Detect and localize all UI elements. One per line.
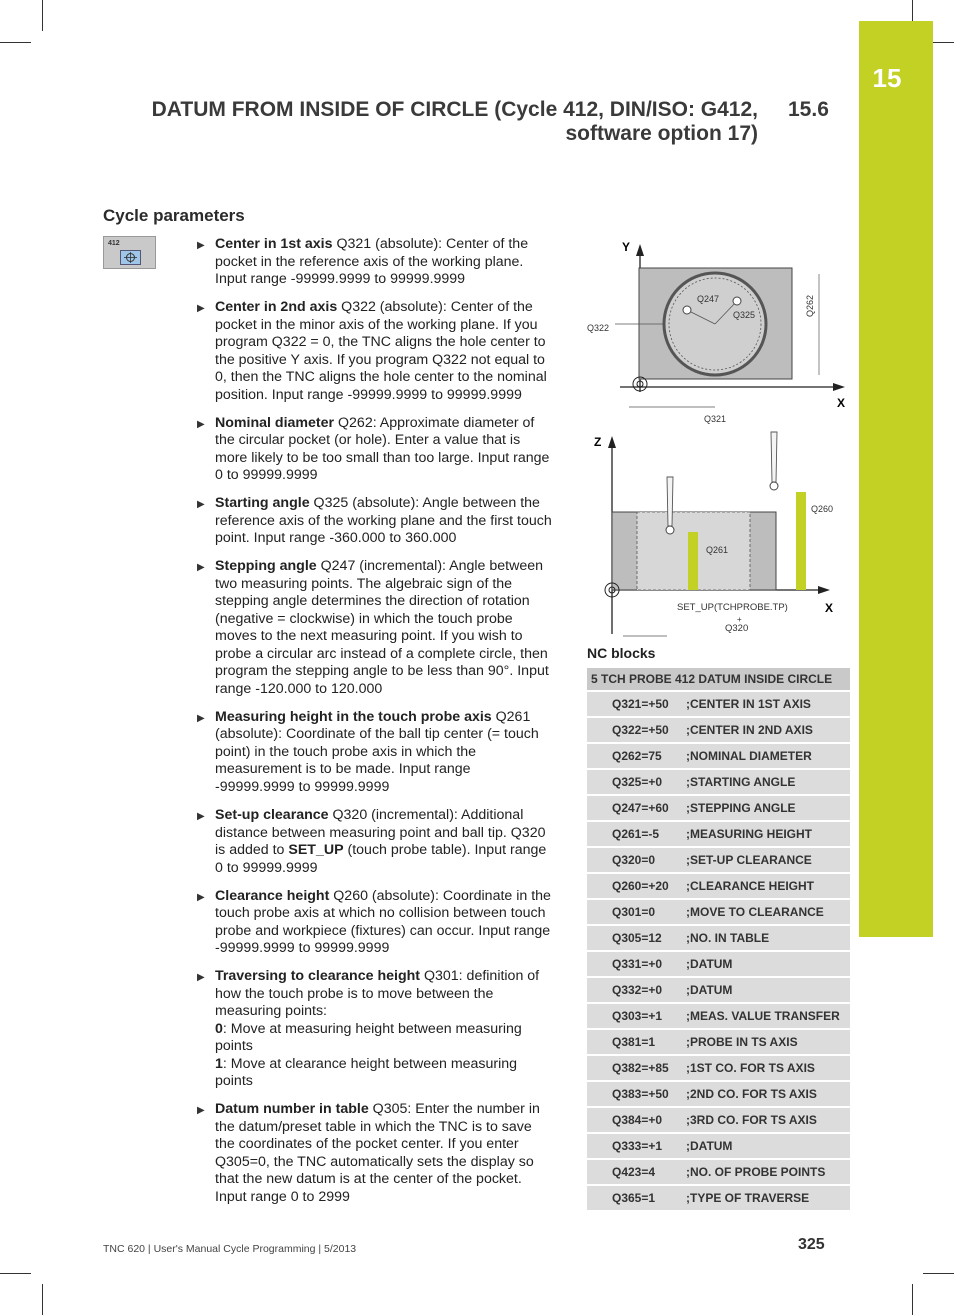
label-q320: Q320 (725, 623, 749, 634)
nc-comment: ;NOMINAL DIAMETER (682, 743, 850, 769)
param-text: Q320 (incremental): Additional distance between measuring point and ball tip. Q320 is added to (215, 807, 546, 859)
axis-x-label: X (837, 396, 846, 410)
probe-ball (666, 526, 674, 534)
param-item (197, 415, 553, 485)
param-name: Clearance height (215, 887, 330, 904)
option-key: 1 (215, 1055, 223, 1072)
table-row (587, 1185, 850, 1211)
table-row (587, 1029, 850, 1055)
param-text: Q261 (absolute): Coordinate of the ball tip center (= touch point) in the touch probe axis in which the measurement is to be made. Input range -99999.9999 to 99999.9999 (215, 708, 539, 795)
label-q262: Q262 (805, 294, 815, 317)
param-name: Measuring height in the touch probe axis (215, 708, 492, 725)
crosshair-circle-icon (120, 250, 141, 265)
nc-code: Q381=1 (587, 1029, 682, 1055)
header-title-line2: software option 17) (565, 122, 758, 145)
nc-code: Q303=+1 (587, 1003, 682, 1029)
nc-code: Q301=0 (587, 899, 682, 925)
table-row (587, 847, 850, 873)
nc-comment: ;NO. OF PROBE POINTS (682, 1159, 850, 1185)
option-text: : Move at clearance height between measuring points (215, 1055, 518, 1090)
header-section-number: 15.6 (788, 98, 829, 121)
param-name: Center in 1st axis (215, 236, 333, 252)
table-row (587, 1159, 850, 1185)
nc-comment: ;STARTING ANGLE (682, 769, 850, 795)
nc-code: Q384=+0 (587, 1107, 682, 1133)
nc-code: Q332=+0 (587, 977, 682, 1003)
touch-probe-icon (667, 477, 673, 526)
param-text: Q325 (absolute): Angle between the reference axis of the working plane and the first touch point. Input range -360.000 to 360.000 (215, 495, 552, 547)
nc-comment: ;MEASURING HEIGHT (682, 821, 850, 847)
x-axis-arrow-icon (833, 383, 845, 391)
nc-code: Q322=+50 (587, 717, 682, 743)
nc-code: Q325=+0 (587, 769, 682, 795)
nc-comment: ;TYPE OF TRAVERSE (682, 1185, 850, 1211)
param-item (197, 1101, 553, 1206)
param-text: Q305: Enter the number in the datum/preset table in which the TNC is to save the coordinates of the pocket center. If you enter Q305=0, the TNC automatically sets the display so that the new datum is at the center of the pocket. Input range 0 to 2999 (215, 1101, 540, 1205)
table-row (587, 691, 850, 717)
table-row (587, 743, 850, 769)
param-item (197, 968, 553, 1091)
axis-z-label: Z (594, 435, 602, 449)
nc-comment: ;2ND CO. FOR TS AXIS (682, 1081, 850, 1107)
nc-comment: ;NO. IN TABLE (682, 925, 850, 951)
nc-code: Q331=+0 (587, 951, 682, 977)
option-text: : Move at measuring height between measuring points (215, 1020, 522, 1055)
param-name: Datum number in table (215, 1101, 369, 1118)
param-name: Stepping angle (215, 558, 317, 575)
label-setup: SET_UP(TCHPROBE.TP) (677, 602, 788, 613)
nc-code: Q321=+50 (587, 691, 682, 717)
param-name: Traversing to clearance height (215, 968, 421, 985)
parameter-list (197, 236, 553, 1217)
q260-bar (796, 492, 806, 590)
crop-mark (923, 1273, 954, 1274)
nc-comment: ;STEPPING ANGLE (682, 795, 850, 821)
param-item (197, 558, 553, 698)
label-plus: + (737, 615, 742, 624)
footer-text: TNC 620 | User's Manual Cycle Programming | 5/2013 (103, 1243, 357, 1255)
param-item (197, 495, 553, 548)
table-row (587, 1133, 850, 1159)
z-axis-arrow-icon (608, 436, 616, 448)
param-text: Q247 (incremental): Angle between two measuring points. The algebraic sign of the stepping angle determines the direction of rotation (negative = clockwise) in which the touch probe moves to the next measuring point. If you wish to probe a circular arc instead of a complete circle, then program the stepping angle to be less than 90°. Input range -120.000 to 120.000 (215, 558, 549, 697)
param-text: Q321 (absolute): Center of the pocket in the reference axis of the working plane. Input range -99999.9999 to 99999.9999 (215, 236, 529, 287)
label-q260: Q260 (811, 504, 834, 514)
axis-x-label: X (825, 601, 834, 615)
param-text: Q260 (absolute): Coordinate in the touch probe axis at which no collision between touch probe and workpiece (fixtures) can occur. Input range -99999.9999 to 99999.9999 (215, 887, 551, 957)
param-name: Nominal diameter (215, 414, 335, 431)
nc-comment: ;MOVE TO CLEARANCE (682, 899, 850, 925)
label-q321: Q321 (704, 414, 727, 424)
nc-comment: ;DATUM (682, 977, 850, 1003)
probe-point (733, 297, 741, 305)
table-row (587, 1003, 850, 1029)
table-row (587, 873, 850, 899)
param-name: Set-up clearance (215, 807, 329, 824)
crop-mark (42, 0, 43, 31)
param-name: Starting angle (215, 495, 310, 512)
softkey-label: 412 (108, 240, 120, 247)
label-q325: Q325 (733, 310, 756, 320)
param-item (197, 888, 553, 958)
nc-code: Q305=12 (587, 925, 682, 951)
bullet-arrow-icon: ▶ (197, 712, 205, 724)
nc-comment: ;CENTER IN 2ND AXIS (682, 717, 850, 743)
y-axis-arrow-icon (636, 244, 644, 256)
q261-bar (688, 532, 698, 590)
table-row (587, 1081, 850, 1107)
nc-comment: ;3RD CO. FOR TS AXIS (682, 1107, 850, 1133)
table-row (587, 795, 850, 821)
bullet-arrow-icon: ▶ (197, 240, 205, 251)
nc-block-header: 5 TCH PROBE 412 DATUM INSIDE CIRCLE (587, 668, 850, 691)
page-number: 325 (798, 1236, 825, 1253)
nc-comment: ;MEAS. VALUE TRANSFER (682, 1003, 850, 1029)
nc-code: Q365=1 (587, 1185, 682, 1211)
bullet-arrow-icon: ▶ (197, 1105, 205, 1117)
nc-code: Q383=+50 (587, 1081, 682, 1107)
chapter-tab (859, 21, 933, 937)
table-row (587, 1055, 850, 1081)
crop-mark (0, 1273, 31, 1274)
nc-blocks-heading: NC blocks (587, 645, 656, 661)
cycle-figure (585, 232, 850, 642)
param-text: Q262: Approximate diameter of the circular pocket (or hole). Enter a value that is more likely to be too small than too large. Input range 0 to 99999.9999 (215, 414, 550, 484)
touch-probe-icon (771, 432, 777, 482)
nc-comment: ;DATUM (682, 951, 850, 977)
label-q322: Q322 (587, 323, 610, 333)
param-keyword: SET_UP (288, 842, 344, 859)
table-row (587, 951, 850, 977)
nc-code: Q382=+85 (587, 1055, 682, 1081)
bullet-arrow-icon: ▶ (197, 562, 205, 574)
nc-comment: ;DATUM (682, 1133, 850, 1159)
param-text: (touch probe table). Input range 0 to 99999.9999 (215, 842, 547, 876)
nc-comment: ;SET-UP CLEARANCE (682, 847, 850, 873)
param-item (197, 709, 553, 797)
table-row (587, 821, 850, 847)
section-heading: Cycle parameters (103, 206, 245, 225)
label-q247: Q247 (697, 294, 720, 304)
table-row (587, 717, 850, 743)
side-view-diagram (594, 432, 833, 636)
probe-ball (770, 482, 778, 490)
nc-blocks-table (587, 668, 850, 1212)
nc-code: Q260=+20 (587, 873, 682, 899)
param-text: Q322 (absolute): Center of the pocket in the minor axis of the working plane. If you program Q322 = 0, the TNC aligns the hole center to the positive Y axis. If you program Q322 not equal to 0, then the TNC aligns the hole center to the nominal position. Input range -99999.9999 to 99999.9999 (215, 299, 547, 403)
param-name: Center in 2nd axis (215, 299, 338, 316)
label-q261: Q261 (706, 545, 729, 555)
nc-code: Q247=+60 (587, 795, 682, 821)
table-row (587, 769, 850, 795)
nc-header-row (587, 668, 850, 691)
probe-point (683, 306, 691, 314)
param-item (197, 299, 553, 404)
nc-code: Q320=0 (587, 847, 682, 873)
bullet-arrow-icon: ▶ (197, 499, 205, 511)
header-title-line1: DATUM FROM INSIDE OF CIRCLE (Cycle 412, DIN/ISO: G412, (151, 98, 758, 121)
bullet-arrow-icon: ▶ (197, 303, 205, 315)
param-item (197, 236, 553, 289)
nc-comment: ;CLEARANCE HEIGHT (682, 873, 850, 899)
nc-code: Q262=75 (587, 743, 682, 769)
nc-code: Q333=+1 (587, 1133, 682, 1159)
crop-mark (0, 42, 31, 43)
crop-mark (912, 1284, 913, 1315)
param-item (197, 807, 553, 877)
table-row (587, 977, 850, 1003)
bullet-arrow-icon: ▶ (197, 811, 205, 823)
x-axis-arrow-icon (818, 586, 830, 594)
nc-code: Q261=-5 (587, 821, 682, 847)
nc-comment: ;CENTER IN 1ST AXIS (682, 691, 850, 717)
table-row (587, 1107, 850, 1133)
crop-mark (42, 1284, 43, 1315)
top-view-diagram (587, 240, 845, 424)
table-row (587, 925, 850, 951)
page-header-title (152, 98, 758, 146)
option-key: 0 (215, 1020, 223, 1037)
bullet-arrow-icon: ▶ (197, 972, 205, 984)
bullet-arrow-icon: ▶ (197, 891, 205, 903)
cycle-softkey (103, 236, 156, 269)
table-row (587, 899, 850, 925)
nc-comment: ;PROBE IN TS AXIS (682, 1029, 850, 1055)
axis-y-label: Y (622, 240, 631, 254)
nc-code: Q423=4 (587, 1159, 682, 1185)
param-text: Q301: definition of how the touch probe is to move between the measuring points: (215, 968, 540, 1020)
chapter-number: 15 (872, 63, 902, 93)
nc-comment: ;1ST CO. FOR TS AXIS (682, 1055, 850, 1081)
bullet-arrow-icon: ▶ (197, 418, 205, 430)
